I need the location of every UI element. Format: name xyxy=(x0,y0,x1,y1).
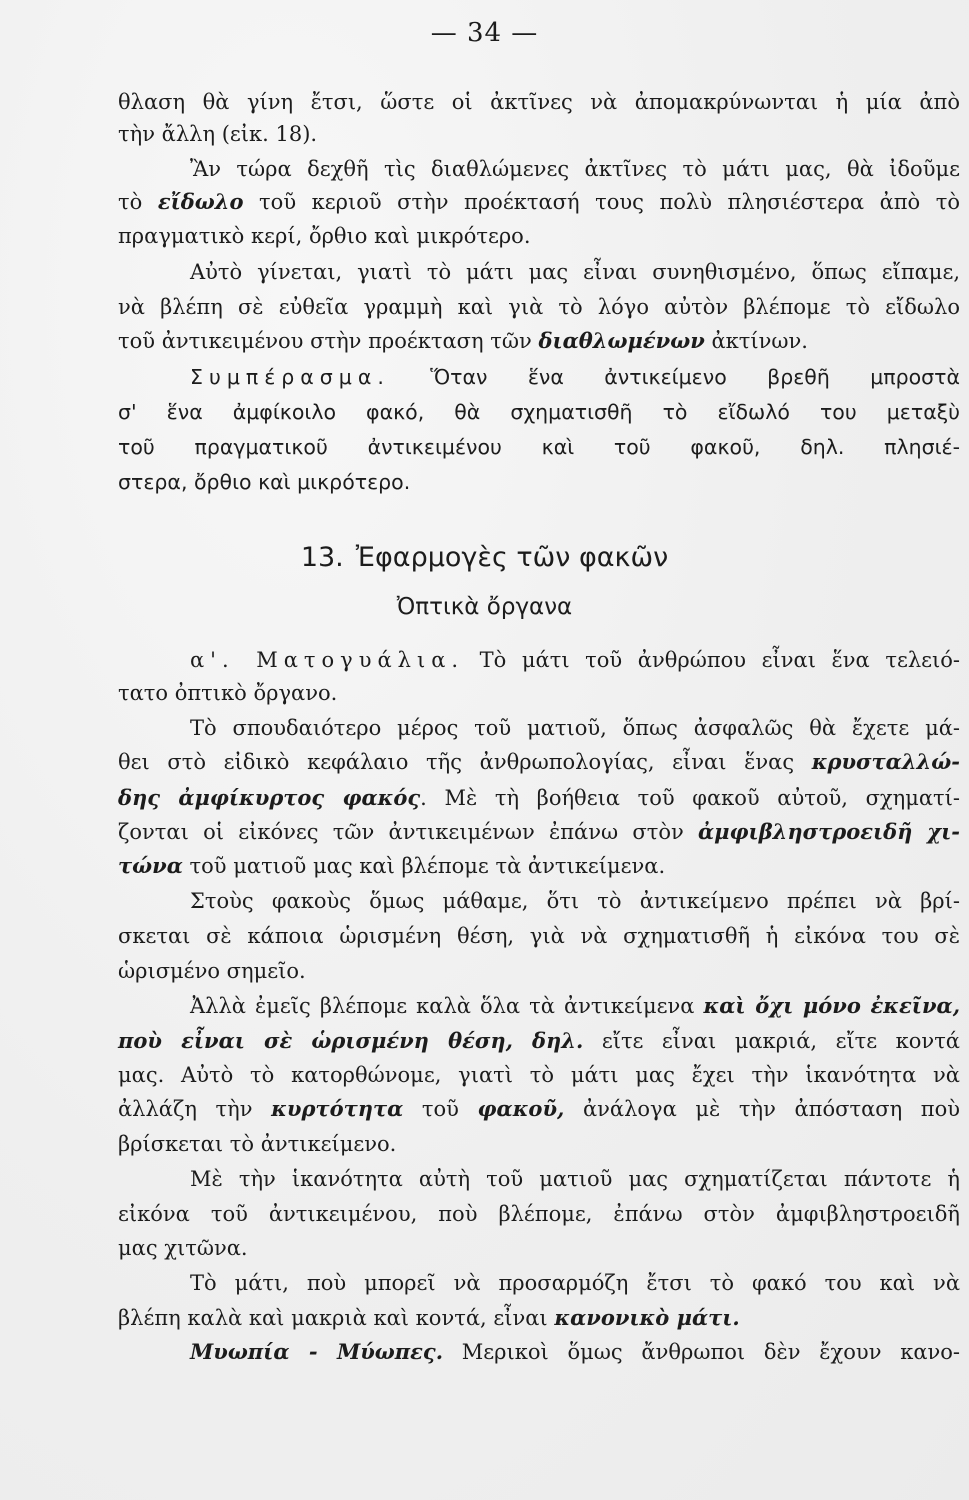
text-line: ὡρισμένο σημεῖο. xyxy=(118,959,306,983)
text-line: μας χιτῶνα. xyxy=(118,1236,248,1260)
text-line: τώνα τοῦ ματιοῦ μας καὶ βλέπομε τὰ ἀντικείμενα. xyxy=(118,853,666,878)
emphasis: εἴδωλο xyxy=(157,189,244,214)
text-line: τὴν ἄλλη (εἰκ. 18). xyxy=(118,122,318,146)
text-line: Τὸ σπουδαιότερο μέρος τοῦ ματιοῦ, ὅπως ἀσφαλῶς θὰ ἔχετε μά- xyxy=(190,716,960,740)
text-line: τατο ὀπτικὸ ὄργανο. xyxy=(118,681,338,705)
text-line: σ' ἕνα ἀμφίκοιλο φακό, θὰ σχηματισθῆ τὸ εἴδωλό του μεταξὺ xyxy=(118,400,960,424)
emphasis: Μυωπία - Μύωπες. xyxy=(190,1339,444,1364)
emphasis: δης ἀμφίκυρτος φακός xyxy=(118,785,421,810)
text-line: βλέπη καλὰ καὶ μακριὰ καὶ κοντά, εἶναι κανονικὸ μάτι. xyxy=(118,1305,740,1330)
text-line: α'. Ματογυάλια. Τὸ μάτι τοῦ ἀνθρώπου εἶναι ἕνα τελειό- xyxy=(190,648,960,672)
text-line: Στοὺς φακοὺς ὅμως μάθαμε, ὅτι τὸ ἀντικείμενο πρέπει νὰ βρί- xyxy=(190,889,960,913)
spaced-heading: Συμπέρασμα. xyxy=(190,365,390,389)
text-line: εἰκόνα τοῦ ἀντικειμένου, ποὺ βλέπομε, ἐπάνω στὸν ἀμφιβληστροειδῆ xyxy=(118,1202,960,1226)
text-line: Αὐτὸ γίνεται, γιατὶ τὸ μάτι μας εἶναι συνηθισμένο, ὅπως εἴπαμε, xyxy=(190,260,960,284)
text-line: θλαση θὰ γίνη ἔτσι, ὥστε οἱ ἀκτῖνες νὰ ἀπομακρύνωνται ἡ μία ἀπὸ xyxy=(118,90,960,114)
section-heading xyxy=(0,542,969,573)
emphasis: κυρτότητα xyxy=(271,1096,404,1121)
emphasis: κρυσταλλώ- xyxy=(811,749,960,774)
text-line: μας. Αὐτὸ τὸ κατορθώνομε, γιατὶ τὸ μάτι μας ἔχει τὴν ἱκανότητα νὰ xyxy=(118,1063,960,1087)
text-line: Ἀλλὰ ἐμεῖς βλέπομε καλὰ ὅλα τὰ ἀντικείμενα καὶ ὄχι μόνο ἐκεῖνα, xyxy=(190,993,961,1018)
text-line: Ἂν τώρα δεχθῆ τὶς διαθλώμενες ἀκτῖνες τὸ μάτι μας, θὰ ἰδοῦμε xyxy=(190,157,960,181)
text-line: τοῦ πραγματικοῦ ἀντικειμένου καὶ τοῦ φακοῦ, δηλ. πλησιέ- xyxy=(118,435,960,459)
emphasis: κανονικὸ μάτι. xyxy=(554,1305,740,1330)
emphasis: ποὺ εἶναι σὲ ὡρισμένη θέση, δηλ. xyxy=(118,1028,584,1053)
emphasis: διαθλωμένων xyxy=(538,328,705,353)
text-line: τὸ εἴδωλο τοῦ κεριοῦ στὴν προέκτασή τους πολὺ πλησιέστερα ἀπὸ τὸ xyxy=(118,189,961,214)
section-title: Ἐφαρμογὲς τῶν φακῶν xyxy=(355,542,669,573)
text-line: δης ἀμφίκυρτος φακός. Μὲ τὴ βοήθεια τοῦ φακοῦ αὐτοῦ, σχηματί- xyxy=(118,785,960,810)
text-line: Μυωπία - Μύωπες. Μερικοὶ ὅμως ἄνθρωποι δὲν ἔχουν κανο- xyxy=(190,1339,961,1364)
text-line: στερα, ὄρθιο καὶ μικρότερο. xyxy=(118,470,411,494)
text-line: Συμπέρασμα. Ὅταν ἕνα ἀντικείμενο βρεθῆ μπροστὰ xyxy=(190,365,960,389)
text-line: πραγματικὸ κερί, ὄρθιο καὶ μικρότερο. xyxy=(118,224,531,248)
emphasis: φακοῦ, xyxy=(477,1096,565,1121)
text-line: θει στὸ εἰδικὸ κεφάλαιο τῆς ἀνθρωπολογίας, εἶναι ἕνας κρυσταλλώ- xyxy=(118,749,960,774)
text-line: ἀλλάζη τὴν κυρτότητα τοῦ φακοῦ, ἀνάλογα μὲ τὴν ἀπόσταση ποὺ xyxy=(118,1096,960,1121)
emphasis: τώνα xyxy=(118,853,183,878)
text-line: νὰ βλέπη σὲ εὐθεῖα γραμμὴ καὶ γιὰ τὸ λόγο αὐτὸν βλέπομε τὸ εἴδωλο xyxy=(118,295,960,319)
section-number: 13. xyxy=(300,542,344,573)
text-line: ζονται οἱ εἰκόνες τῶν ἀντικειμένων ἐπάνω στὸν ἀμφιβληστροειδῆ χι- xyxy=(118,819,960,844)
text-line: ποὺ εἶναι σὲ ὡρισμένη θέση, δηλ. εἴτε εἶναι μακριά, εἴτε κοντά xyxy=(118,1028,960,1053)
text-line: Τὸ μάτι, ποὺ μπορεῖ νὰ προσαρμόζη ἔτσι τὸ φακό του καὶ νὰ xyxy=(190,1271,960,1295)
spaced-heading: α'. Ματογυάλια. xyxy=(190,648,465,672)
text-line: βρίσκεται τὸ ἀντικείμενο. xyxy=(118,1132,397,1156)
emphasis: ἀμφιβληστροειδῆ χι- xyxy=(698,819,960,844)
section-subheading: Ὀπτικὰ ὄργανα xyxy=(396,594,573,620)
emphasis: καὶ ὄχι μόνο ἐκεῖνα, xyxy=(703,993,961,1018)
text-line: Μὲ τὴν ἱκανότητα αὐτὴ τοῦ ματιοῦ μας σχηματίζεται πάντοτε ἡ xyxy=(190,1167,960,1191)
text-line: τοῦ ἀντικειμένου στὴν προέκταση τῶν διαθλωμένων ἀκτίνων. xyxy=(118,328,808,353)
text-line: σκεται σὲ κάποια ὡρισμένη θέση, γιὰ νὰ σχηματισθῆ ἡ εἰκόνα του σὲ xyxy=(118,924,960,948)
page-number: — 34 — xyxy=(430,18,539,48)
